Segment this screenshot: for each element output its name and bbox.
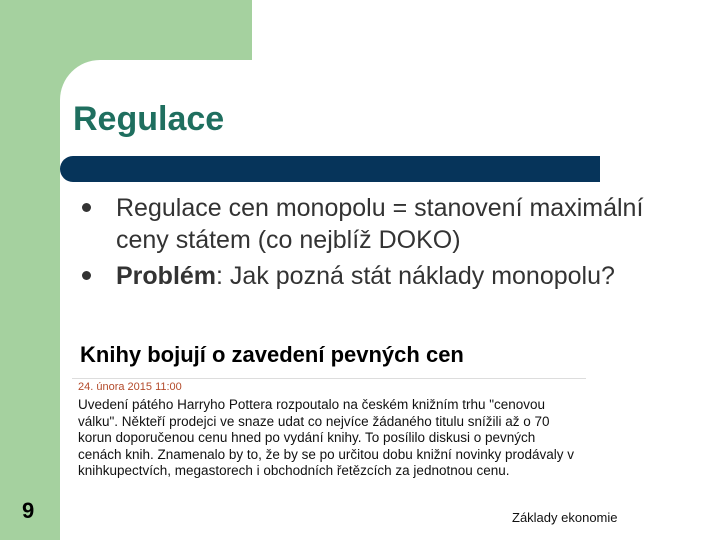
news-article-clipping bbox=[72, 340, 586, 510]
article-date: 24. února 2015 11:00 bbox=[72, 378, 586, 394]
bullet-dot-icon bbox=[82, 271, 91, 280]
slide-number: 9 bbox=[22, 498, 35, 523]
bullet-item bbox=[70, 260, 670, 292]
title-underline-bar bbox=[60, 156, 600, 182]
bullet-dot-icon bbox=[82, 203, 91, 212]
article-body: Uvedení pátého Harryho Pottera rozpoutalo na českém knižním trhu "cenovou válku". Někteří prodejci ve snaze udat co nejvíce žádaného titulu snížili až o 70 korun doporučenou cenu hned po vydání knihy. To posílilo diskusi o pevných cenách knih. Znamenalo by to, že by se po určitou dobu knižní novinky prodávaly v knihkupectvích, megastorech i obchodních řetězcích za jednotnou cenu. bbox=[78, 397, 575, 478]
bullet-list bbox=[70, 192, 670, 296]
bullet-bold-prefix: Problém bbox=[116, 262, 217, 290]
bullet-text: Regulace cen monopolu = stanovení maximální ceny státem (co nejblíž DOKO) bbox=[116, 194, 644, 254]
article-headline: Knihy bojují o zavedení pevných cen bbox=[80, 342, 464, 367]
footer-text: Základy ekonomie bbox=[512, 510, 618, 525]
bullet-text: : Jak pozná stát náklady monopolu? bbox=[216, 262, 615, 290]
slide-title: Regulace bbox=[73, 100, 225, 138]
bullet-item bbox=[70, 192, 670, 256]
